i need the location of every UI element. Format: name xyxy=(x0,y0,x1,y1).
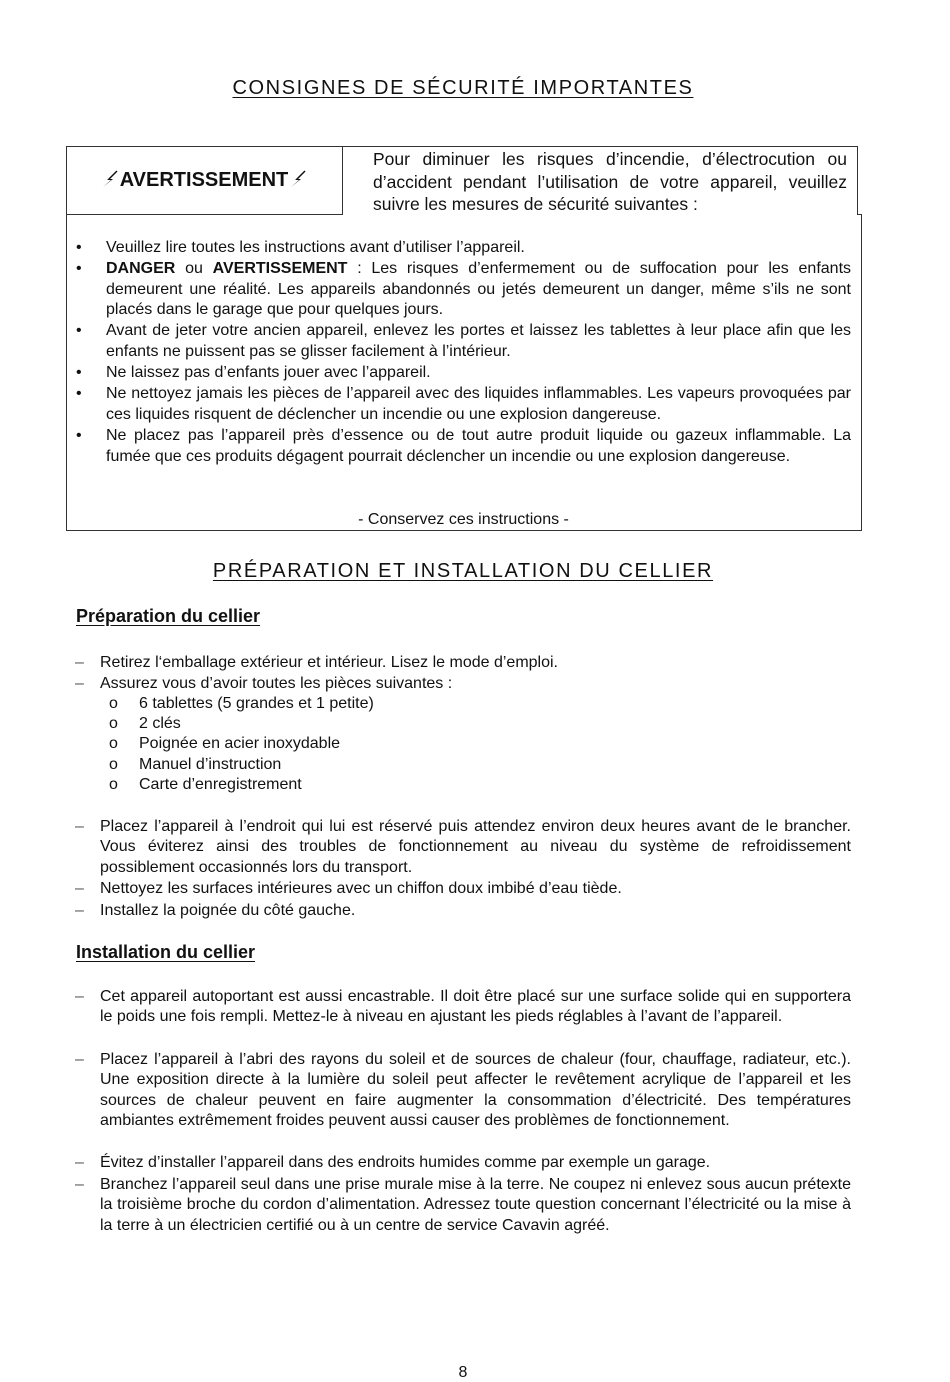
list-item-text: Placez l’appareil à l’abri des rayons du soleil et de sources de chaleur (four, chauffage, radiateur, etc.). Une exposition directe à la lumière du soleil peut affecter le revêtement acrylique de l’appareil et les sources de chaleur peuvent en faire augmenter la consommation d’électricité. Des températures ambiantes extrêmement froides peuvent aussi causer des problèmes de fonctionnement. xyxy=(100,1051,851,1130)
box-label-bottom xyxy=(66,214,342,215)
circle-bullet-icon: o xyxy=(109,735,118,752)
circle-bullet-icon: o xyxy=(109,776,118,793)
installation-title: PRÉPARATION ET INSTALLATION DU CELLIER xyxy=(212,560,714,582)
page-number: 8 xyxy=(458,1364,468,1381)
circle-bullet-icon: o xyxy=(109,756,118,773)
lightning-bolt-icon xyxy=(100,169,120,189)
part-text: 6 tablettes (5 grandes et 1 petite) xyxy=(139,695,374,712)
list-item-text: Nettoyez les surfaces intérieures avec un chiffon doux imbibé d’eau tiède. xyxy=(100,880,622,897)
bullet-text: Veuillez lire toutes les instructions avant d’utiliser l’appareil. xyxy=(106,239,525,256)
bullet-icon: • xyxy=(76,239,82,256)
box-divider xyxy=(342,146,343,215)
circle-bullet-icon: o xyxy=(109,715,118,732)
danger-text: : Les risques d’enfermement ou de suffocation pour les enfants demeurent une réalité. Les appareils abandonnés ou jetés demeurent un danger, même s’ils ne sont placés dans le garage que pour quelques jours. xyxy=(106,260,852,319)
dash-icon: – xyxy=(75,988,84,1005)
lightning-bolt-icon xyxy=(288,169,308,189)
prep-heading: Préparation du cellier xyxy=(76,606,261,626)
list-item-text: Placez l’appareil à l’endroit qui lui est réservé puis attendez environ deux heures avant de le brancher. Vous éviterez ainsi des troubles de fonctionnement au niveau du système de refroidissement possiblement occasionnés lors du transport. xyxy=(100,818,851,876)
part-text: 2 clés xyxy=(139,715,181,732)
box-border-right xyxy=(861,214,862,531)
bullet-icon: • xyxy=(76,260,82,277)
dash-icon: – xyxy=(75,675,84,692)
list-item-text: Évitez d’installer l’appareil dans des endroits humides comme par exemple un garage. xyxy=(100,1154,711,1171)
dash-icon: – xyxy=(75,880,84,897)
install-heading: Installation du cellier xyxy=(76,942,256,962)
bullet-text: Ne placez pas l’appareil près d’essence ou de tout autre produit liquide ou gazeux inflammable. La fumée que ces produits dégagent pourrait déclencher un incendie ou une explosion dangereuse. xyxy=(106,427,851,465)
dash-icon: – xyxy=(75,818,84,835)
warning-label xyxy=(66,169,342,192)
dash-icon: – xyxy=(75,1154,84,1171)
bullet-text: Ne nettoyez jamais les pièces de l’appareil avec des liquides inflammables. Les vapeurs provoquées par ces liquides risquent de déclencher un incendie ou une explosion dangereuse. xyxy=(106,385,851,423)
bullet-icon: • xyxy=(76,385,82,402)
conjunction: ou xyxy=(175,260,213,277)
safety-title: CONSIGNES DE SÉCURITÉ IMPORTANTES xyxy=(232,77,694,99)
box-border-top xyxy=(66,146,858,147)
list-item-text: Assurez vous d’avoir toutes les pièces suivantes : xyxy=(100,675,453,692)
danger-label: DANGER xyxy=(106,260,176,277)
bullet-text xyxy=(106,259,851,321)
circle-bullet-icon: o xyxy=(109,695,118,712)
list-item-text: Branchez l’appareil seul dans une prise murale mise à la terre. Ne coupez ni enlevez sous aucun prétexte la troisième broche du cordon d’alimentation. Adressez toute question concernant l’électricité ou la mise à la terre à un électricien certifié ou à un centre de service Cavavin agréé. xyxy=(100,1176,851,1234)
list-item-text: Installez la poignée du côté gauche. xyxy=(100,902,356,919)
dash-icon: – xyxy=(75,902,84,919)
part-text: Carte d’enregistrement xyxy=(139,776,302,793)
dash-icon: – xyxy=(75,1051,84,1068)
part-text: Manuel d’instruction xyxy=(139,756,282,773)
dash-icon: – xyxy=(75,654,84,671)
list-item-text: Cet appareil autoportant est aussi encastrable. Il doit être placé sur une surface solide qui en supportera le poids une fois rempli. Mettez-le à niveau en ajustant les pieds réglables à l’avant de l’appareil. xyxy=(100,988,851,1026)
dash-icon: – xyxy=(75,1176,84,1193)
warning-text: Pour diminuer les risques d’incendie, d’électrocution ou d’accident pendant l’utilisation de votre appareil, veuillez suivre les mesures de sécurité suivantes : xyxy=(373,149,847,214)
conserve-note: - Conservez ces instructions - xyxy=(358,511,569,528)
list-item-text: Retirez l‘emballage extérieur et intérieur. Lisez le mode d’emploi. xyxy=(100,654,558,671)
bullet-icon: • xyxy=(76,364,82,381)
bullet-icon: • xyxy=(76,427,82,444)
bullet-text: Avant de jeter votre ancien appareil, enlevez les portes et laissez les tablettes à leur place afin que les enfants ne puissent pas se glisser facilement à l’intérieur. xyxy=(106,322,851,360)
part-text: Poignée en acier inoxydable xyxy=(139,735,341,752)
bullet-icon: • xyxy=(76,322,82,339)
box-border-right-top xyxy=(857,146,858,215)
box-border-left xyxy=(66,146,67,531)
warning-label-inline: AVERTISSEMENT xyxy=(212,260,348,277)
bullet-text: Ne laissez pas d’enfants jouer avec l’appareil. xyxy=(106,364,431,381)
warning-label-text: AVERTISSEMENT xyxy=(119,169,289,191)
box-border-bottom xyxy=(66,530,862,531)
